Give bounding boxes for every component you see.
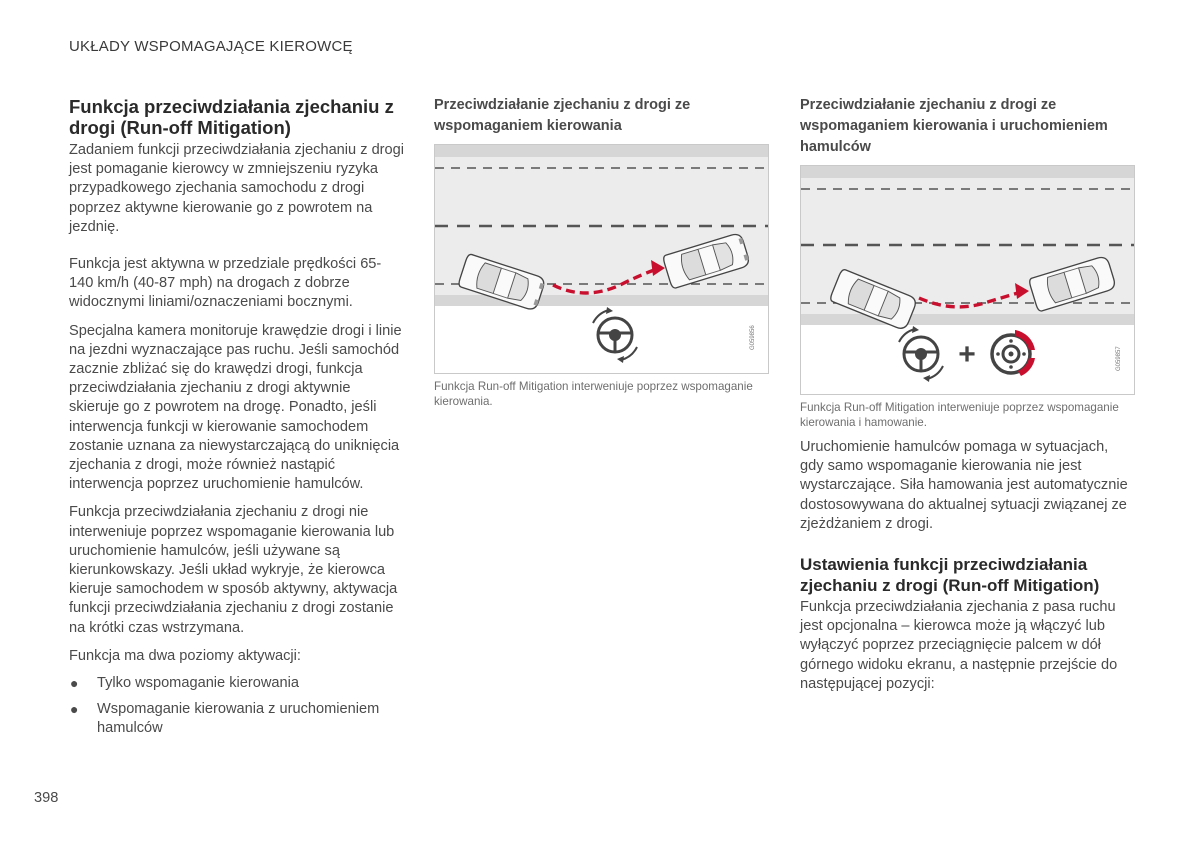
steering-wheel-icon <box>593 307 637 363</box>
road-shoulder <box>801 314 1134 325</box>
steering-wheel-icon <box>899 326 943 382</box>
activation-levels-paragraph: Funkcja ma dwa poziomy aktywacji: <box>69 647 301 664</box>
intro-paragraph: Zadaniem funkcji przeciwdziałania zjechaniu z drogi jest pomaganie kierowcy w zmniejszeniu ryzyka przypadkowego zjechania samochodu z drogi poprzez aktywne kierowanie go z powrotem na jezdnię. <box>69 142 405 235</box>
settings-paragraph: Funkcja przeciwdziałania zjechania z pasa ruchu jest opcjonalna – kierowca może ją włączyć lub wyłączyć poprzez przeciągnięcie palcem w dół górnego widoku ekranu, a następnie przejście do następującej pozycji: <box>800 599 1118 692</box>
figure-2-code: G059857 <box>1116 346 1122 371</box>
section-header: UKŁADY WSPOMAGAJĄCE KIEROWCĘ <box>69 38 353 55</box>
activation-levels-list <box>69 674 404 739</box>
figure-2-illustration <box>800 165 1135 395</box>
figure-1-block <box>434 95 769 409</box>
brake-disc-icon <box>992 330 1035 376</box>
figure-1-illustration <box>434 144 769 374</box>
figure-2-caption: Funkcja Run-off Mitigation interweniuje poprzez wspomaganie kierowania i hamowanie. <box>800 401 1119 429</box>
list-item-text: Tylko wspomaganie kierowania <box>97 675 299 692</box>
column-right <box>800 95 1135 694</box>
section-heading: Funkcja przeciwdziałania zjechaniu z drogi (Run-off Mitigation) <box>69 96 394 138</box>
figure-2-svg <box>801 166 1134 394</box>
road-top-edge <box>435 145 768 157</box>
indicator-paragraph: Funkcja przeciwdziałania zjechaniu z drogi nie interweniuje poprzez wspomaganie kierowania lub uruchomienie hamulców, jeśli używane są kierunkowskazy. Jeśli układ wykryje, że kierowca kieruje samochodem w sposób aktywny, aktywacja funkcji przeciwdziałania zjechaniu z drogi zostanie na krótki czas wstrzymana. <box>69 504 398 636</box>
figure-1-caption: Funkcja Run-off Mitigation interweniuje poprzez wspomaganie kierowania. <box>434 380 753 408</box>
plus-sign: + <box>958 338 976 371</box>
bullet-icon: ● <box>70 701 79 718</box>
page-number: 398 <box>34 790 59 806</box>
list-item <box>69 700 404 738</box>
speed-range-paragraph: Funkcja jest aktywna w przedziale prędkości 65-140 km/h (40-87 mph) na drogach z dobrze widocznymi liniami/oznaczeniami bocznymi. <box>69 256 382 311</box>
figure-1-code: G059856 <box>750 325 756 350</box>
figure-2-title: Przeciwdziałanie zjechaniu z drogi ze wspomaganiem kierowania i uruchomieniem hamulców <box>800 97 1108 155</box>
camera-paragraph: Specjalna kamera monitoruje krawędzie drogi i linie na jezdni wyznaczające pas ruchu. Jeśli samochód zacznie zbliżać się do krawędzi drogi, funkcja przeciwdziałania zjechaniu z drogi aktywnie skieruje go z powrotem na drogę. Ponadto, jeśli interwencja funkcji w kierowanie samochodem zostanie uznana za niewystarczającą do uniknięcia zjechania z drogi, może również nastąpić interwencja poprzez uruchomienie hamulców. <box>69 322 402 493</box>
figure-1-title: Przeciwdziałanie zjechaniu z drogi ze wspomaganiem kierowania <box>434 97 691 134</box>
road-top-edge <box>801 166 1134 178</box>
figure-1-svg <box>435 145 768 373</box>
list-item-text: Wspomaganie kierowania z uruchomieniem hamulców <box>97 701 380 737</box>
bullet-icon: ● <box>70 675 79 692</box>
settings-heading: Ustawienia funkcji przeciwdziałania zjechaniu z drogi (Run-off Mitigation) <box>800 555 1100 596</box>
list-item <box>69 674 404 693</box>
column-left <box>69 96 404 746</box>
braking-paragraph: Uruchomienie hamulców pomaga w sytuacjach, gdy samo wspomaganie kierowania nie jest wystarczające. Siła hamowania jest automatycznie dostosowywana do aktualnej sytuacji związanej ze zjeżdżaniem z drogi. <box>800 439 1128 532</box>
road-shoulder <box>435 295 768 306</box>
